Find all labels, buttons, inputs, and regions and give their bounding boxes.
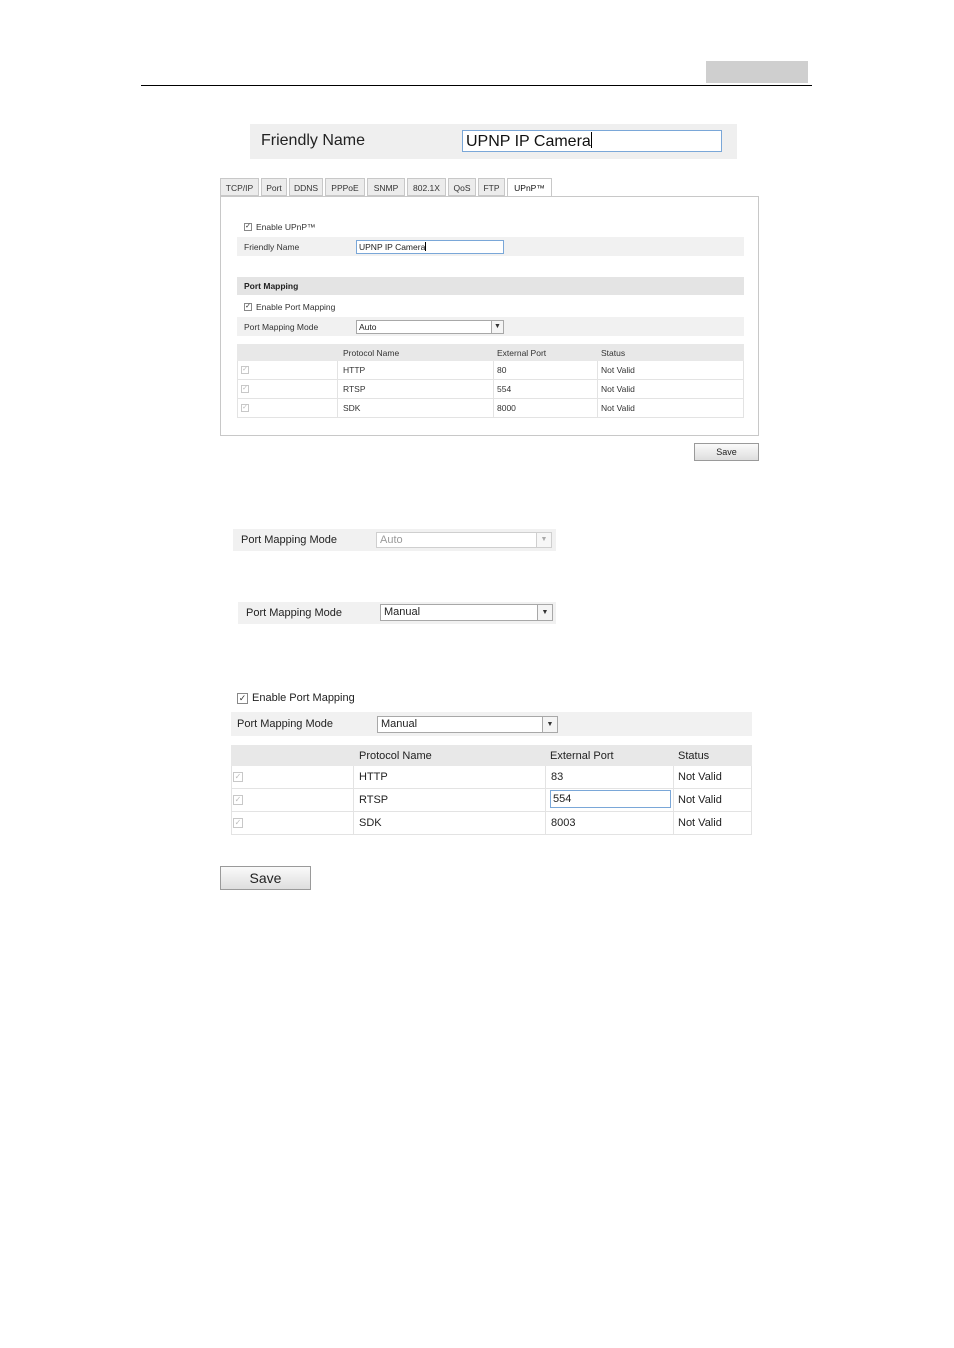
tab-tcpip[interactable]: TCP/IP xyxy=(220,178,259,196)
tab-port[interactable]: Port xyxy=(261,178,287,196)
enable-port-mapping-checkbox[interactable]: ✓ xyxy=(238,693,247,703)
enable-port-mapping-label: Enable Port Mapping xyxy=(252,692,355,704)
tab-ftp[interactable]: FTP xyxy=(478,178,505,196)
manual-table-header xyxy=(231,745,752,766)
column-divider xyxy=(353,766,354,834)
row-divider xyxy=(231,834,752,835)
column-protocol-name: Protocol Name xyxy=(359,750,432,762)
status-cell: Not Valid xyxy=(678,817,722,829)
protocol-cell: HTTP xyxy=(359,771,388,783)
status-cell: Not Valid xyxy=(601,365,635,375)
enable-upnp-label: Enable UPnP™ xyxy=(256,222,316,232)
friendly-name-zoom xyxy=(250,124,737,159)
column-divider xyxy=(493,361,494,417)
save-button-large[interactable]: Save xyxy=(220,866,311,890)
status-cell: Not Valid xyxy=(601,403,635,413)
protocol-cell: SDK xyxy=(359,817,382,829)
row-divider xyxy=(237,417,744,418)
mode-manual-label: Port Mapping Mode xyxy=(246,607,342,619)
table-header xyxy=(237,344,744,361)
chevron-down-icon[interactable]: ▼ xyxy=(536,533,551,547)
mode-auto-label: Port Mapping Mode xyxy=(241,534,337,546)
mode-auto-value: Auto xyxy=(380,534,403,546)
tab-8021x[interactable]: 802.1X xyxy=(407,178,446,196)
column-external-port: External Port xyxy=(497,348,547,358)
friendly-name-label: Friendly Name xyxy=(261,132,366,149)
port-mapping-header xyxy=(237,277,744,295)
row-checkbox[interactable]: ✓ xyxy=(242,385,248,392)
port-cell: 83 xyxy=(551,771,564,783)
chevron-down-icon[interactable]: ▼ xyxy=(542,717,557,732)
mode-auto-select[interactable] xyxy=(376,532,552,548)
column-divider xyxy=(673,766,674,834)
table-border xyxy=(231,766,232,834)
mode-manual-select[interactable] xyxy=(380,604,553,621)
port-cell: 554 xyxy=(497,384,512,394)
row-divider xyxy=(237,398,744,399)
port-mapping-mode-value: Auto xyxy=(359,322,377,332)
column-protocol-name: Protocol Name xyxy=(343,348,400,358)
status-cell: Not Valid xyxy=(678,771,722,783)
friendly-name-label-small: Friendly Name xyxy=(244,242,300,252)
status-cell: Not Valid xyxy=(601,384,635,394)
column-external-port: External Port xyxy=(550,750,614,762)
upnp-panel xyxy=(220,196,759,436)
tab-qos[interactable]: QoS xyxy=(448,178,476,196)
header-rule xyxy=(141,85,812,86)
tab-pppoe[interactable]: PPPoE xyxy=(325,178,365,196)
column-status: Status xyxy=(678,750,710,762)
row-checkbox[interactable]: ✓ xyxy=(234,818,242,827)
mode-manual-value: Manual xyxy=(384,606,421,618)
protocol-cell: HTTP xyxy=(343,365,366,375)
manual-mode-value: Manual xyxy=(381,718,418,730)
port-mapping-title: Port Mapping xyxy=(244,281,299,291)
friendly-name-value-small: UPNP IP Camera xyxy=(359,242,426,252)
save-button[interactable]: Save xyxy=(694,443,759,461)
port-mapping-mode-select[interactable] xyxy=(356,320,504,334)
table-border xyxy=(237,361,238,417)
protocol-cell: RTSP xyxy=(359,794,389,806)
column-divider xyxy=(545,766,546,834)
row-divider xyxy=(231,811,752,812)
text-caret xyxy=(591,132,592,148)
row-checkbox[interactable]: ✓ xyxy=(234,772,242,781)
friendly-name-input-small[interactable] xyxy=(356,240,504,254)
row-checkbox[interactable]: ✓ xyxy=(234,795,242,804)
external-port-input[interactable] xyxy=(550,790,671,808)
row-checkbox[interactable]: ✓ xyxy=(242,404,248,411)
port-cell: 554 xyxy=(553,793,572,805)
enable-port-mapping-checkbox[interactable]: ✓ xyxy=(245,303,251,310)
chevron-down-icon[interactable]: ▼ xyxy=(537,605,552,620)
text-caret xyxy=(425,242,426,251)
tab-snmp[interactable]: SNMP xyxy=(367,178,405,196)
friendly-name-value: UPNP IP Camera xyxy=(466,133,591,150)
port-cell: 80 xyxy=(497,365,507,375)
column-divider xyxy=(597,361,598,417)
status-cell: Not Valid xyxy=(678,794,722,806)
chevron-down-icon[interactable]: ▼ xyxy=(491,321,503,333)
column-status: Status xyxy=(601,348,626,358)
row-divider xyxy=(231,788,752,789)
port-cell: 8003 xyxy=(551,817,576,829)
protocol-cell: SDK xyxy=(343,403,361,413)
tab-ddns[interactable]: DDNS xyxy=(289,178,323,196)
friendly-name-input[interactable] xyxy=(462,130,722,152)
manual-mode-label: Port Mapping Mode xyxy=(237,718,333,730)
manual-mode-select[interactable] xyxy=(377,716,558,733)
enable-port-mapping-label: Enable Port Mapping xyxy=(256,302,336,312)
port-mapping-mode-label: Port Mapping Mode xyxy=(244,322,319,332)
header-gray-box xyxy=(706,61,808,83)
row-divider xyxy=(237,379,744,380)
table-border xyxy=(743,361,744,417)
column-divider xyxy=(337,361,338,417)
port-cell: 8000 xyxy=(497,403,516,413)
row-checkbox[interactable]: ✓ xyxy=(242,366,248,373)
tab-upnp[interactable]: UPnP™ xyxy=(507,178,552,198)
table-border xyxy=(751,766,752,834)
protocol-cell: RTSP xyxy=(343,384,366,394)
enable-upnp-checkbox[interactable]: ✓ xyxy=(245,223,251,230)
